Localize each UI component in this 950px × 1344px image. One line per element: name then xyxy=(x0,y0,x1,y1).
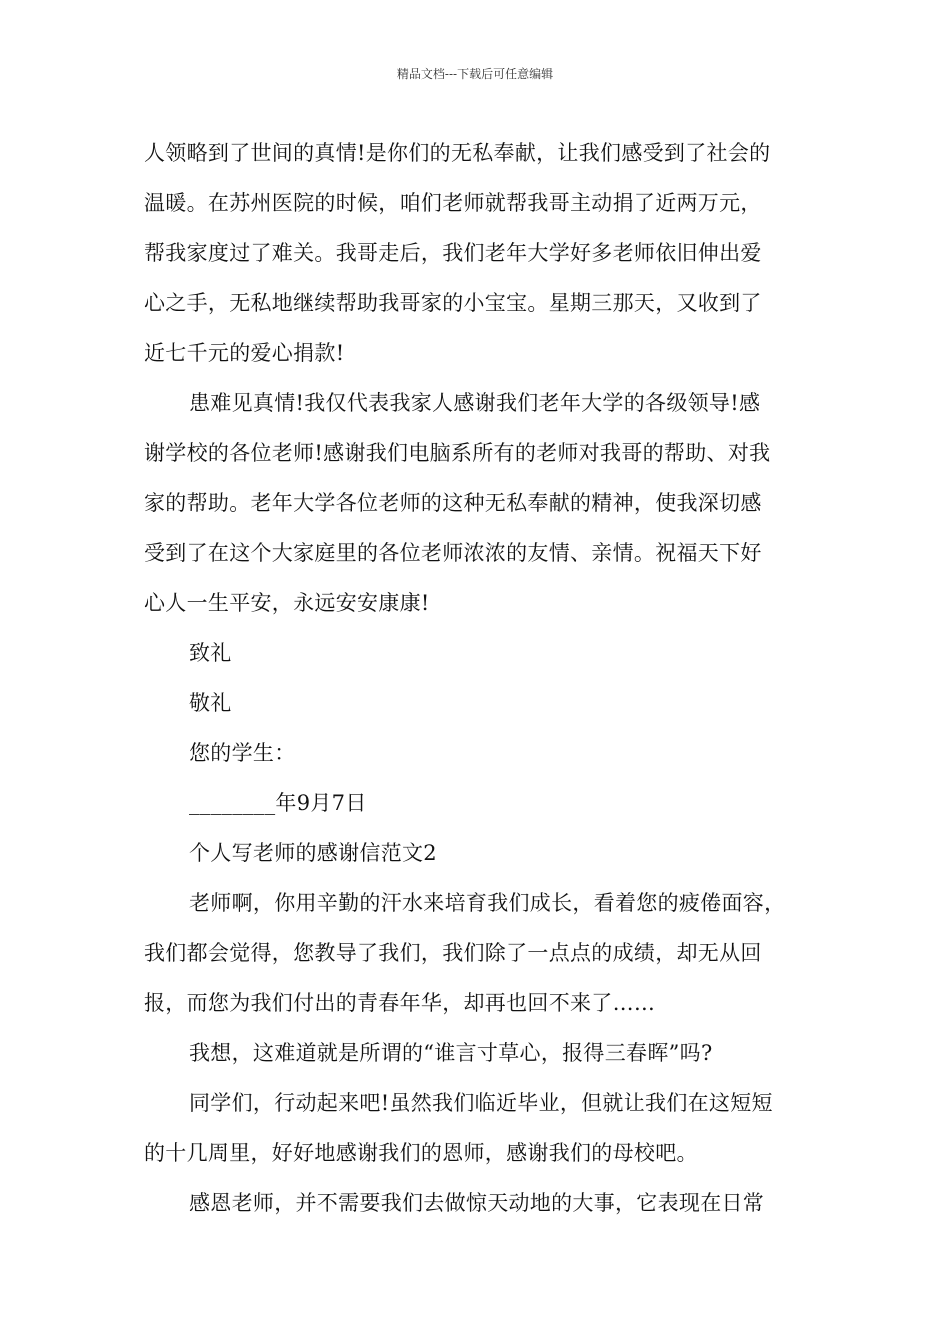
text-line: 帮我家度过了难关。我哥走后，我们老年大学好多老师依旧伸出爱 xyxy=(144,241,762,265)
section-title: 个人写老师的感谢信范文2 xyxy=(189,841,437,865)
signature-label: 您的学生： xyxy=(189,741,296,765)
text-line: 心之手，无私地继续帮助我哥家的小宝宝。星期三那天，又收到了 xyxy=(144,291,762,315)
text-line: 心人一生平安，永远安安康康! xyxy=(144,591,430,615)
text-line: 感恩老师，并不需要我们去做惊天动地的大事，它表现在日常 xyxy=(189,1191,765,1215)
page-header: 精品文档---下载后可任意编辑 xyxy=(396,67,554,81)
closing-regards: 敬礼 xyxy=(189,691,232,715)
text-line: 我想，这难道就是所谓的“谁言寸草心，报得三春晖”吗? xyxy=(189,1041,713,1065)
text-line: 家的帮助。老年大学各位老师的这种无私奉献的精神，使我深切感 xyxy=(144,491,762,515)
text-line: 人领略到了世间的真情!是你们的无私奉献，让我们感受到了社会的 xyxy=(144,141,771,165)
text-line: 谢学校的各位老师!感谢我们电脑系所有的老师对我哥的帮助、对我 xyxy=(144,441,771,465)
text-line: 报，而您为我们付出的青春年华，却再也回不来了…… xyxy=(144,991,656,1015)
text-line: 我们都会觉得，您教导了我们，我们除了一点点的成绩，却无从回 xyxy=(144,941,762,965)
date-line: ________年9月7日 xyxy=(189,791,367,815)
text-line: 受到了在这个大家庭里的各位老师浓浓的友情、亲情。祝福天下好 xyxy=(144,541,762,565)
text-line: 近七千元的爱心捐款! xyxy=(144,341,345,365)
text-line: 同学们，行动起来吧!虽然我们临近毕业，但就让我们在这短短 xyxy=(189,1091,773,1115)
text-line: 温暖。在苏州医院的时候，咱们老师就帮我哥主动捐了近两万元， xyxy=(144,191,762,215)
text-line: 患难见真情!我仅代表我家人感谢我们老年大学的各级领导!感 xyxy=(189,391,761,415)
closing-salutation: 致礼 xyxy=(189,641,232,665)
text-line: 老师啊，你用辛勤的汗水来培育我们成长，看着您的疲倦面容， xyxy=(189,891,786,915)
text-line: 的十几周里，好好地感谢我们的恩师，感谢我们的母校吧。 xyxy=(144,1141,698,1165)
document-body xyxy=(144,128,824,1228)
